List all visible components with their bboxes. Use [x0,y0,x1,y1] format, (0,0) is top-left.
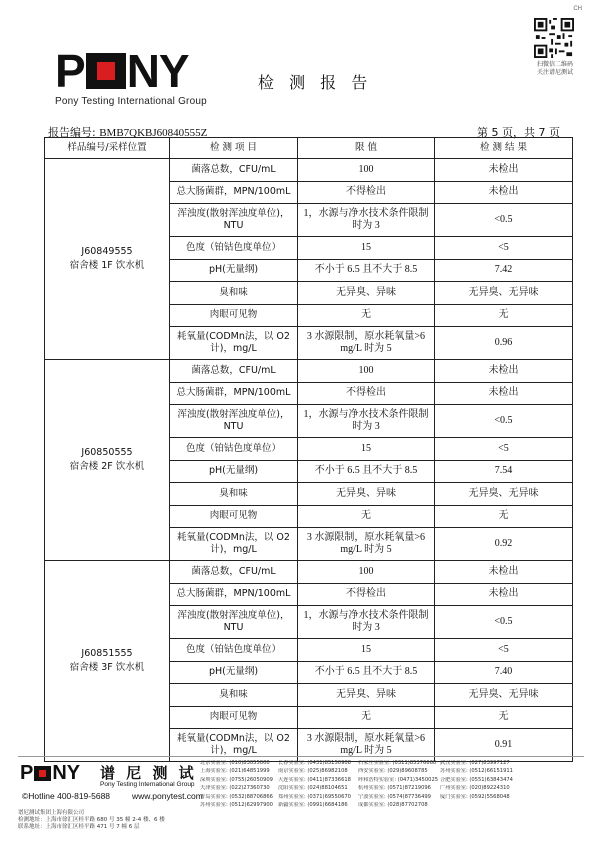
company-tagline: Pony Testing International Group [55,96,207,107]
result-cell: 0.92 [435,528,573,561]
limit-cell: 无 [298,706,435,729]
lab-contact: 深圳实验室: (0755)26050909 [200,776,273,783]
item-cell: 臭和味 [170,282,298,305]
result-cell: 无异臭、无异味 [435,684,573,707]
item-cell: 菌落总数，CFU/mL [170,561,298,584]
corner-mark: CH [573,6,582,12]
footer-brand-en: Pony Testing International Group [100,781,195,788]
lab-contact: 成都实验室: (028)87702708 [358,802,428,809]
lab-contact: 南京实验室: (025)86982108 [278,768,348,775]
lab-contact: 新疆实验室: (0991)6684186 [278,802,348,809]
results-table [44,137,573,762]
limit-cell: 不得检出 [298,382,435,405]
sample-location: 宿舍楼 2F 饮水机 [69,461,145,472]
result-cell: 未检出 [435,159,573,182]
item-cell: 臭和味 [170,684,298,707]
lab-contact: 宁波实验室: (0574)87736499 [358,793,431,800]
limit-cell: 100 [298,561,435,584]
item-cell: 肉眼可见物 [170,505,298,528]
lab-contact: 武汉实验室: (027)83997127 [440,760,510,766]
table-row [45,159,573,182]
limit-cell: 无 [298,505,435,528]
result-cell: 无 [435,505,573,528]
limit-cell: 无异臭、异味 [298,684,435,707]
page-number: 第 5 页，共 7 页 [477,126,560,139]
result-cell: 7.40 [435,661,573,684]
lab-contact [520,802,585,809]
sample-id: J60849555 [81,246,133,257]
limit-cell: 100 [298,360,435,383]
lab-contact: 合肥实验室: (0551)63843474 [440,776,513,783]
item-cell: 浑浊度(散射浑浊度单位)，NTU [170,606,298,639]
item-cell: 耗氧量(CODMn法，以 O2计)，mg/L [170,528,298,561]
result-cell: <5 [435,639,573,662]
sample-cell [45,561,170,762]
lab-contact: 厦门实验室: (0592)5568048 [440,793,510,800]
limit-cell: 不得检出 [298,583,435,606]
lab-contact: 苏州实验室: (0512)66151911 [440,768,513,775]
result-cell: 无 [435,304,573,327]
lab-contact: 长春实验室: (0431)85150908 [278,760,351,766]
sample-cell [45,159,170,360]
limit-cell: 不小于 6.5 且不大于 8.5 [298,661,435,684]
company-logo: P NY Pony Testing International Group [55,50,220,107]
limit-cell: 3 水源限制，原水耗氧量>6 mg/L 时为 5 [298,327,435,360]
footer-brand-cn: 谱 尼 测 试 [100,764,197,782]
page-title: 检 测 报 告 [258,73,373,92]
item-cell: 总大肠菌群，MPN/100mL [170,583,298,606]
limit-cell: 15 [298,438,435,461]
item-cell: 浑浊度(散射浑浊度单位)，NTU [170,405,298,438]
footer-logo: P NY [20,762,81,784]
result-cell: 未检出 [435,382,573,405]
footer-website[interactable]: www.ponytest.com [132,791,203,801]
result-cell: <0.5 [435,204,573,237]
item-cell: 色度（铂钴色度单位） [170,237,298,260]
lab-contact: 呼和浩特实验室: (0471)3450025 [358,776,439,783]
item-cell: 总大肠菌群，MPN/100mL [170,382,298,405]
limit-cell: 无 [298,304,435,327]
lab-contact: 苏州实验室: (0512)62997900 [200,802,273,809]
result-cell: <0.5 [435,405,573,438]
limit-cell: 无异臭、异味 [298,282,435,305]
limit-cell: 3 水源限制，原水耗氧量>6 mg/L 时为 5 [298,729,435,762]
item-cell: pH(无量纲) [170,460,298,483]
footer-logo-o-mark [34,766,51,781]
header-limit: 限 值 [298,138,435,159]
limit-cell: 15 [298,237,435,260]
lab-contact: 大连实验室: (0411)87336618 [278,776,351,783]
header-result: 检 测 结 果 [435,138,573,159]
result-cell: <5 [435,438,573,461]
item-cell: 浑浊度(散射浑浊度单位)，NTU [170,204,298,237]
result-cell: 无 [435,706,573,729]
result-cell: <5 [435,237,573,260]
item-cell: pH(无量纲) [170,259,298,282]
lab-contact: 郑州实验室: (0371)69550670 [278,793,351,800]
table-row [45,360,573,383]
item-cell: 色度（铂钴色度单位） [170,438,298,461]
limit-cell: 不得检出 [298,181,435,204]
result-cell: 7.42 [435,259,573,282]
lab-contact: 西安实验室: (029)89608785 [358,768,428,775]
result-cell: 无异臭、无异味 [435,282,573,305]
result-cell: 7.54 [435,460,573,483]
limit-cell: 1，水源与净水技术条件限制时为 3 [298,204,435,237]
limit-cell: 3 水源限制，原水耗氧量>6 mg/L 时为 5 [298,528,435,561]
sample-location: 宿舍楼 3F 饮水机 [69,662,145,673]
lab-contact [520,794,585,801]
limit-cell: 不小于 6.5 且不大于 8.5 [298,259,435,282]
phone-icon: © [22,791,29,801]
item-cell: 肉眼可见物 [170,706,298,729]
qr-code-icon [534,18,574,58]
sample-id: J60850555 [81,447,133,458]
lab-contact: 杭州实验室: (0571)87219096 [358,785,431,792]
item-cell: 耗氧量(CODMn法，以 O2计)，mg/L [170,729,298,762]
result-cell: 未检出 [435,360,573,383]
footer-divider [18,756,584,757]
logo-o-mark [86,53,126,89]
lab-contact [520,785,585,792]
footer-address: 谱尼测试集团上海有限公司 检测地址：上海市徐汇区桂平路 680 号 35 幢 2-4 楼、6 楼 联系地址：上海市徐汇区桂平路 471 号 7 幢 6 层 [18,810,165,830]
lab-contact: 上海实验室: (021)64851999 [200,768,270,775]
header-item: 检 测 项 目 [170,138,298,159]
limit-cell: 15 [298,639,435,662]
item-cell: 色度（铂钴色度单位） [170,639,298,662]
footer-lab-list [200,760,585,809]
table-row [45,561,573,584]
limit-cell: 1，水源与净水技术条件限制时为 3 [298,405,435,438]
lab-contact: 北京实验室: (010)83055000 [200,760,270,766]
limit-cell: 100 [298,159,435,182]
item-cell: 菌落总数，CFU/mL [170,360,298,383]
result-cell: 0.91 [435,729,573,762]
sample-id: J60851555 [81,648,133,659]
item-cell: 耗氧量(CODMn法，以 O2计)，mg/L [170,327,298,360]
qr-caption: 扫微信二维码 关注谱尼测试 [536,61,573,76]
lab-contact: 天津实验室: (022)27360730 [200,785,270,792]
lab-contact: 青岛实验室: (0532)88706866 [200,793,273,800]
result-cell: 无异臭、无异味 [435,483,573,506]
item-cell: 菌落总数，CFU/mL [170,159,298,182]
result-cell: 0.96 [435,327,573,360]
result-cell: 未检出 [435,583,573,606]
result-cell: 未检出 [435,181,573,204]
lab-contact [520,777,585,784]
limit-cell: 不小于 6.5 且不大于 8.5 [298,460,435,483]
sample-location: 宿舍楼 1F 饮水机 [69,260,145,271]
sample-cell [45,360,170,561]
header-sample: 样品编号/采样位置 [45,138,170,159]
item-cell: pH(无量纲) [170,661,298,684]
lab-contact: 石家庄实验室: (0311)85376660 [358,760,437,766]
item-cell: 肉眼可见物 [170,304,298,327]
lab-contact: 广州实验室: (020)89224310 [440,785,510,792]
result-cell: 未检出 [435,561,573,584]
lab-contact: 沈阳实验室: (024)88104651 [278,785,348,792]
result-cell: <0.5 [435,606,573,639]
lab-contact [440,802,520,809]
lab-contact [520,760,585,767]
lab-contact [520,768,585,775]
item-cell: 臭和味 [170,483,298,506]
report-number: 报告编号: BMB7QKBJ60840555Z [48,126,208,139]
limit-cell: 无异臭、异味 [298,483,435,506]
item-cell: 总大肠菌群，MPN/100mL [170,181,298,204]
table-header-row [45,138,573,159]
limit-cell: 1，水源与净水技术条件限制时为 3 [298,606,435,639]
footer-hotline: ©Hotline 400-819-5688 [22,791,111,801]
